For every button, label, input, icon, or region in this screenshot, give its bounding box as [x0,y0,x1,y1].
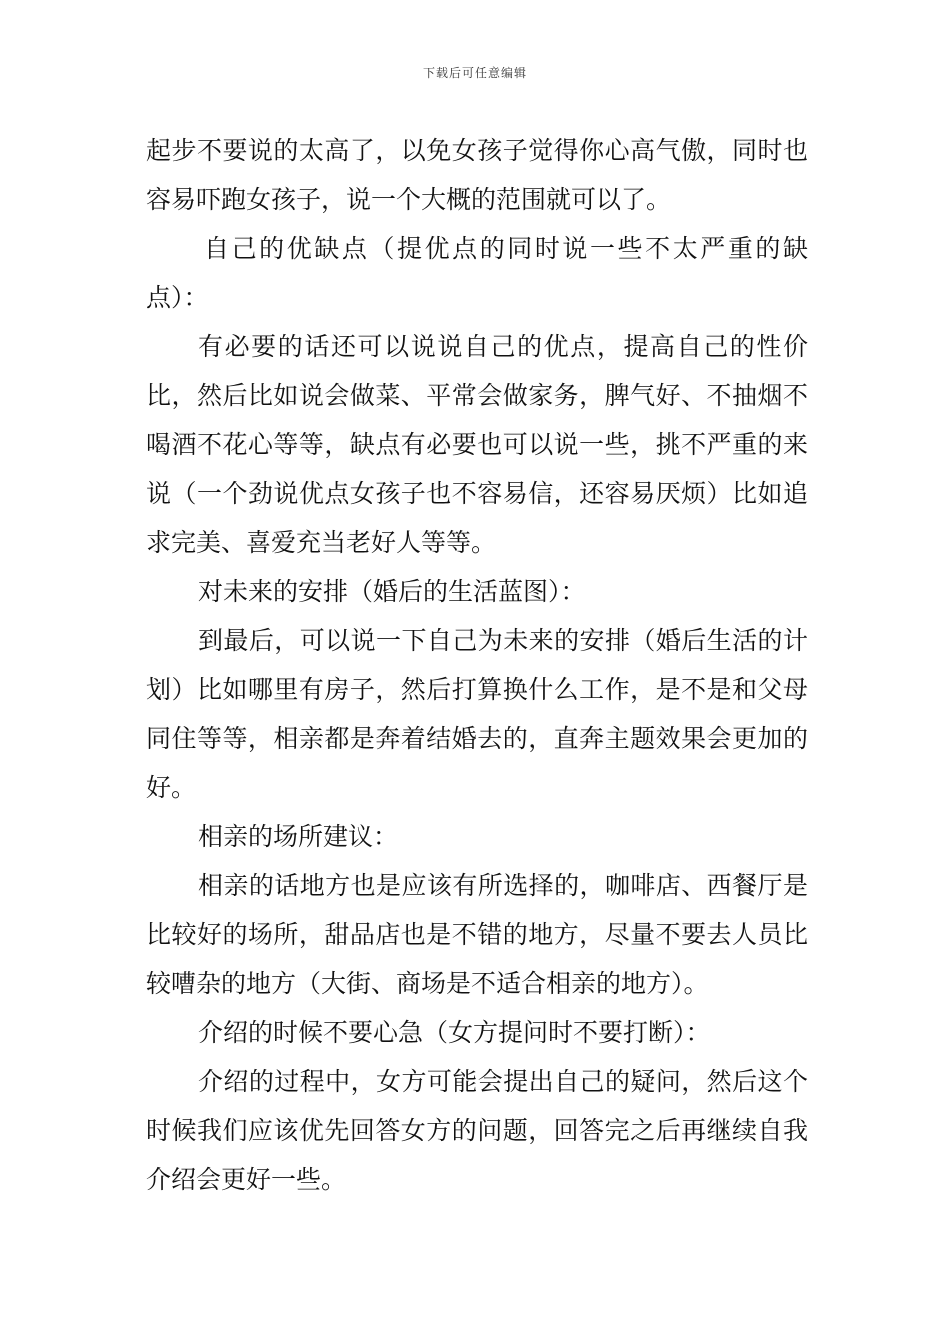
page-header: 下载后可任意编辑 [422,66,527,80]
document-body [146,126,808,1204]
paragraph-do-not-rush: 介绍的过程中，女方可能会提出自己的疑问，然后这个时候我们应该优先回答女方的问题，回答完之后再继续自我介绍会更好一些。 [146,1067,808,1194]
paragraph-future-plans: 到最后，可以说一下自己为未来的安排（婚后生活的计划）比如哪里有房子，然后打算换什么工作，是不是和父母同住等等，相亲都是奔着结婚去的，直奔主题效果会更加的好。 [146,626,808,802]
heading-venue-suggestions: 相亲的场所建议： [198,822,399,851]
paragraph-strengths-weaknesses: 有必要的话还可以说说自己的优点，提高自己的性价比，然后比如说会做菜、平常会做家务，脾气好、不抽烟不喝酒不花心等等，缺点有必要也可以说一些，挑不严重的来说（一个劲说优点女孩子也不容易信，还容易厌烦）比如追求完美、喜爱充当老好人等等。 [146,332,808,557]
paragraph-continuation: 起步不要说的太高了，以免女孩子觉得你心高气傲，同时也容易吓跑女孩子，说一个大概的范围就可以了。 [146,136,808,214]
paragraph-venue-suggestions: 相亲的话地方也是应该有所选择的，咖啡店、西餐厅是比较好的场所，甜品店也是不错的地方，尽量不要去人员比较嘈杂的地方（大街、商场是不适合相亲的地方）。 [146,871,808,998]
heading-future-plans: 对未来的安排（婚后的生活蓝图）： [198,577,586,606]
heading-strengths-weaknesses: 自己的优缺点（提优点的同时说一些不太严重的缺点）： [146,234,808,312]
heading-do-not-rush: 介绍的时候不要心急（女方提问时不要打断）： [198,1018,711,1047]
